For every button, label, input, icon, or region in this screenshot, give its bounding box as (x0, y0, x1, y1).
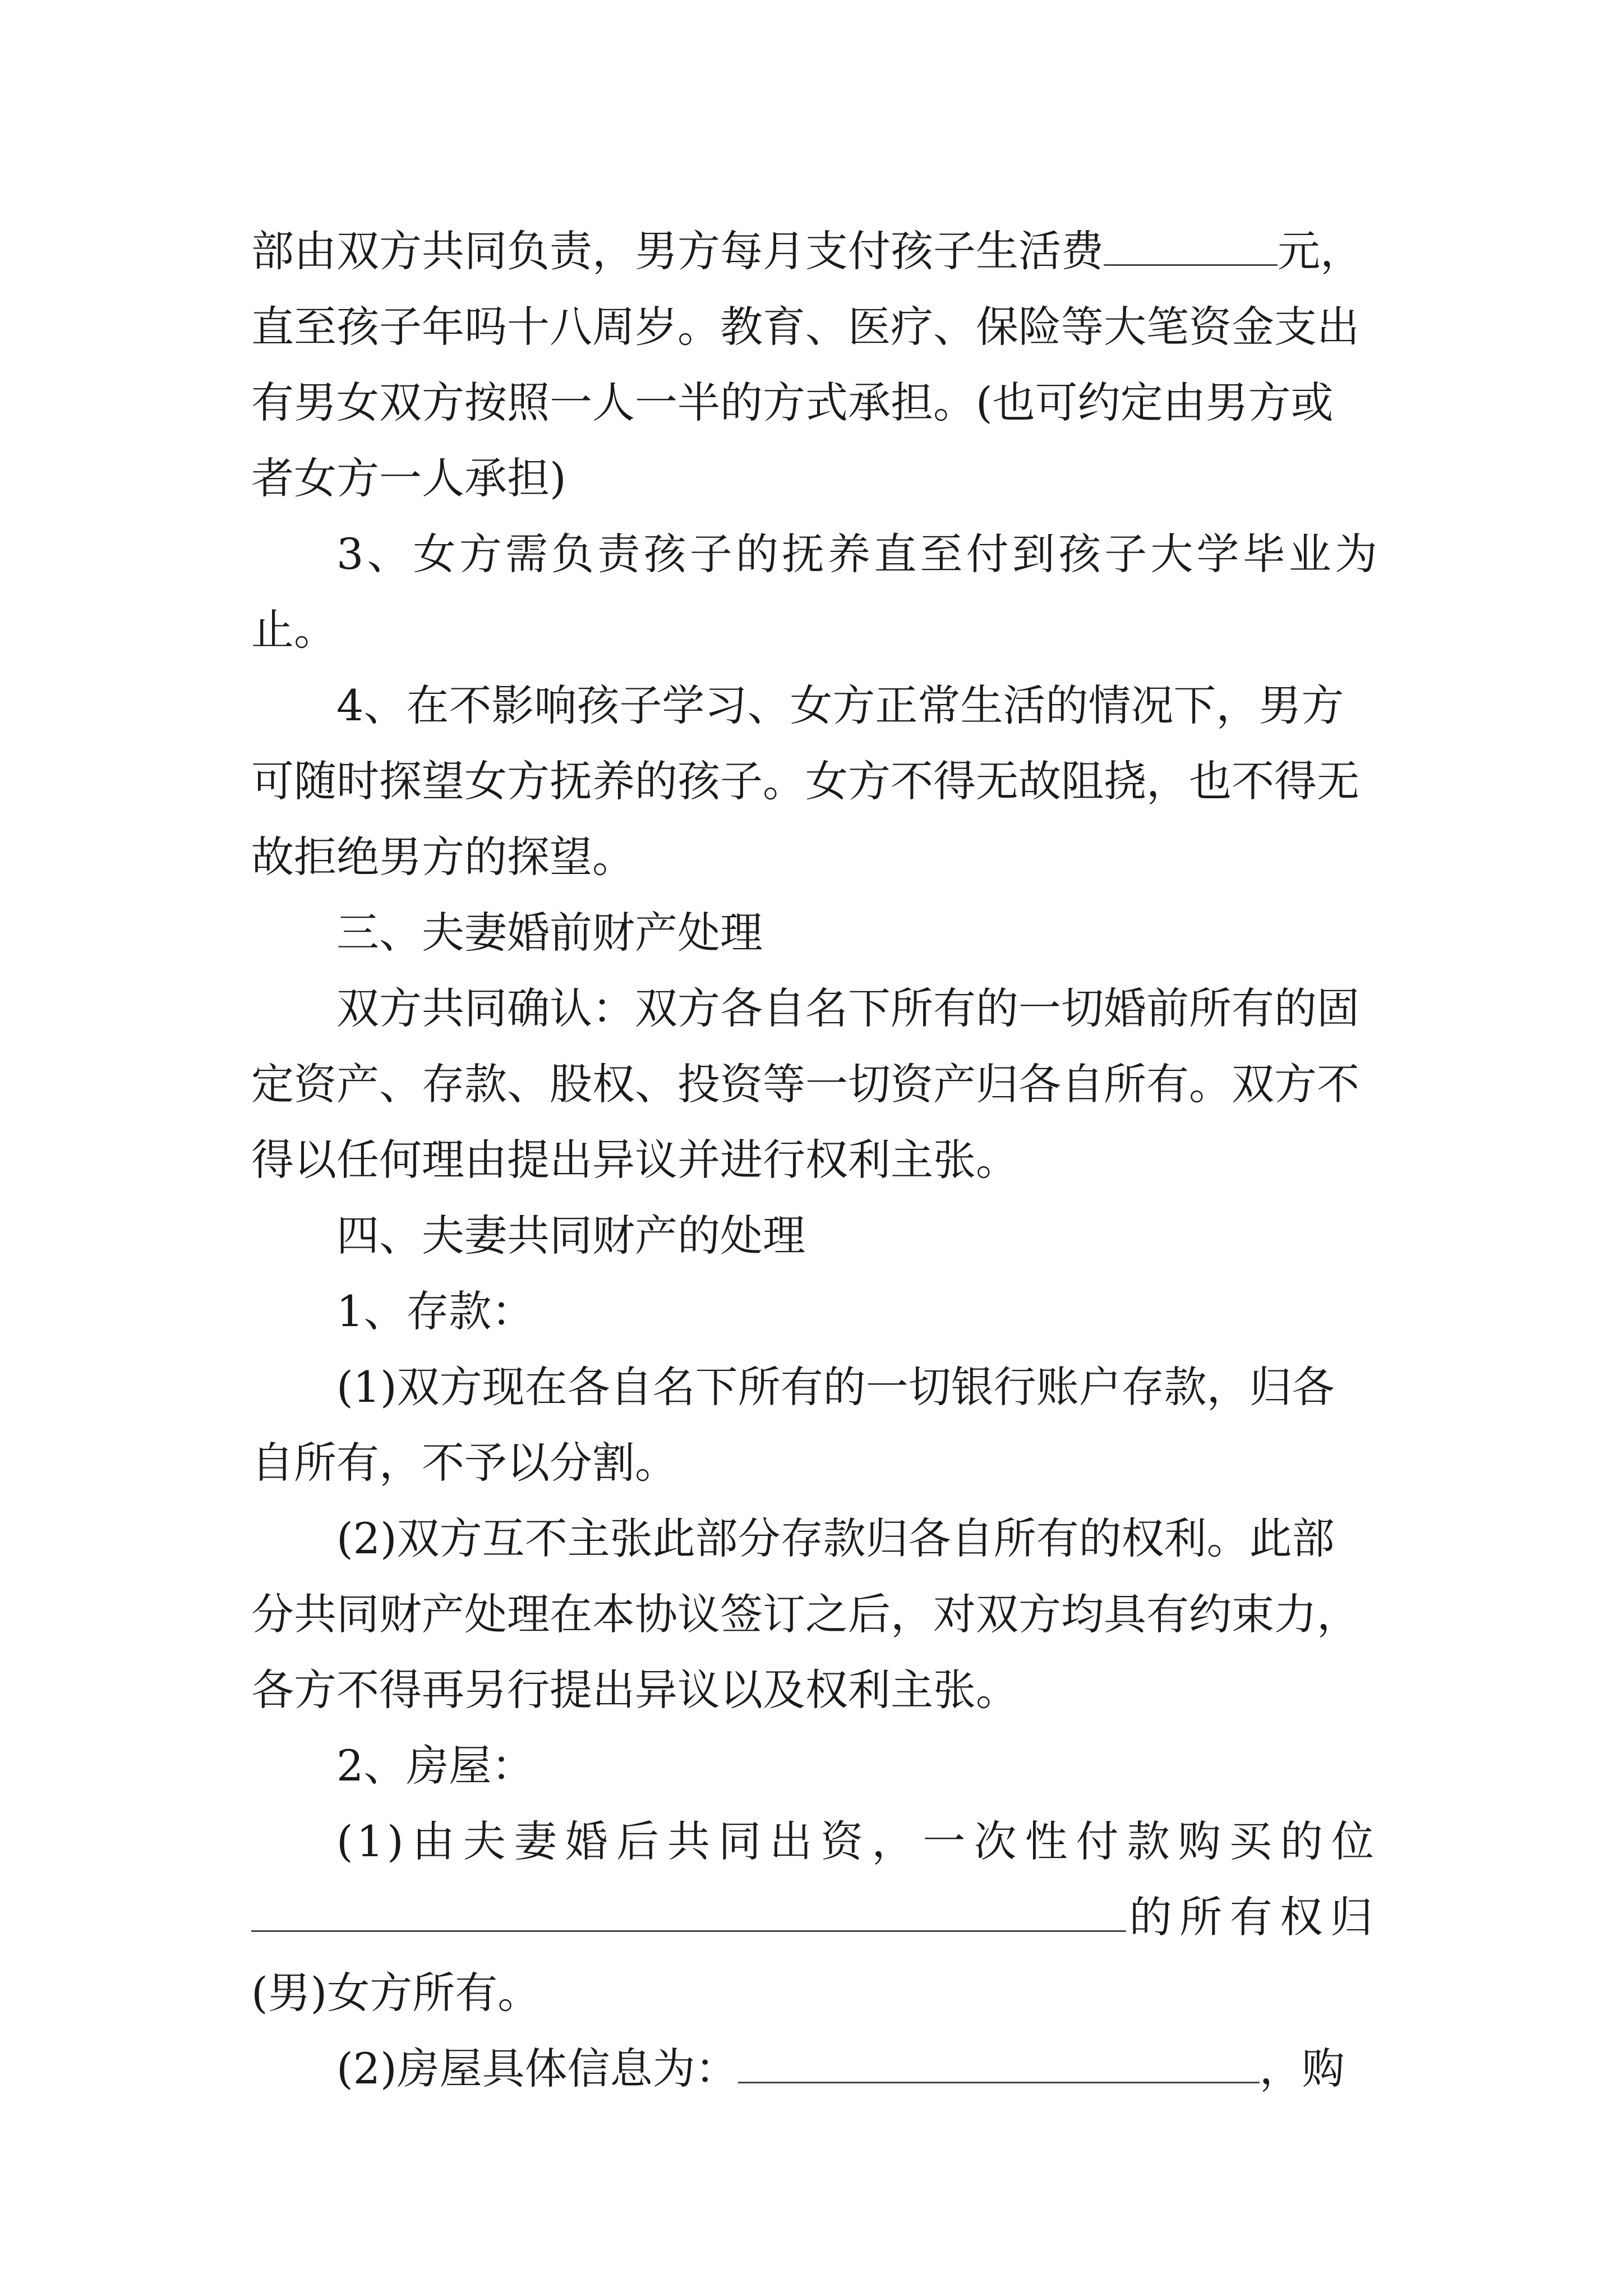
text-line: 得以任何理由提出异议并进行权利主张。 (251, 1135, 1018, 1185)
paragraph-house-2 (251, 2031, 1377, 2106)
paragraph-item-4-cont (251, 743, 1377, 895)
text-line: 元， (1278, 226, 1363, 276)
house-title (251, 1728, 1377, 1803)
paragraph-house-1-end (251, 1955, 1377, 2031)
text-line: (2)双方互不主张此部分存款归各自所有的权利。此部 (336, 1513, 1335, 1563)
text-line: (1)由夫妻婚后共同出资，一次性付款购买的位 (336, 1816, 1377, 1866)
blank-house-info (738, 2042, 1260, 2083)
paragraph-section-3-cont (251, 1046, 1377, 1198)
blank-house-location (251, 1891, 1126, 1932)
paragraph-house-1 (251, 1803, 1377, 1879)
subheading-text: 2、房屋： (336, 1741, 534, 1791)
text-line: (2)房屋具体信息为： (336, 2044, 738, 2093)
text-line: 定资产、存款、股权、投资等一切资产归各自所有。双方不 (251, 1059, 1359, 1109)
paragraph-section-3 (251, 970, 1377, 1046)
text-line: 分共同财产处理在本协议签订之后，对双方均具有约束力， (251, 1589, 1359, 1639)
subheading-text: 1、存款： (336, 1286, 534, 1336)
paragraph-child-support (251, 213, 1377, 516)
text-line: 自所有，不予以分割。 (251, 1438, 677, 1488)
deposit-title (251, 1273, 1377, 1349)
text-line: 直至孩子年吗十八周岁。教育、医疗、保险等大笔资金支出 (251, 302, 1359, 352)
text-line: 可随时探望女方抚养的孩子。女方不得无故阻挠，也不得无 (251, 756, 1359, 806)
heading-text: 四、夫妻共同财产的处理 (336, 1211, 805, 1260)
text-line: ，购 (1259, 2044, 1345, 2093)
text-line: 故拒绝男方的探望。 (251, 832, 635, 882)
text-line: (男)女方所有。 (251, 1968, 541, 2018)
paragraph-deposit-1 (251, 1349, 1377, 1425)
paragraph-deposit-2-cont (251, 1576, 1377, 1728)
section-3-title (251, 895, 1377, 970)
paragraph-deposit-1-cont (251, 1425, 1377, 1501)
paragraph-deposit-2 (251, 1501, 1377, 1576)
section-4-title (251, 1198, 1377, 1273)
paragraph-item-3 (251, 516, 1377, 668)
paragraph-item-4 (251, 668, 1377, 743)
text-line: 双方共同确认：双方各自名下所有的一切婚前所有的固 (336, 983, 1359, 1033)
text-line: 的所有权归 (1126, 1892, 1377, 1942)
text-line: 3、女方需负责孩子的抚养直至付到孩子大学毕业为止。 (251, 529, 1377, 655)
text-line: 各方不得再另行提出异议以及权利主张。 (251, 1665, 1018, 1715)
document-body (251, 213, 1377, 2106)
text-line: 者女方一人承担) (251, 453, 566, 503)
blank-amount (1104, 225, 1278, 266)
paragraph-house-1-cont (251, 1879, 1377, 1955)
heading-text: 三、夫妻婚前财产处理 (336, 908, 763, 958)
text-line: 有男女双方按照一人一半的方式承担。(也可约定由男方或 (251, 378, 1334, 427)
text-line: (1)双方现在各自名下所有的一切银行账户存款，归各 (336, 1362, 1335, 1412)
text-line: 部由双方共同负责，男方每月支付孩子生活费 (251, 226, 1104, 276)
text-line: 4、在不影响孩子学习、女方正常生活的情况下，男方 (336, 680, 1344, 730)
